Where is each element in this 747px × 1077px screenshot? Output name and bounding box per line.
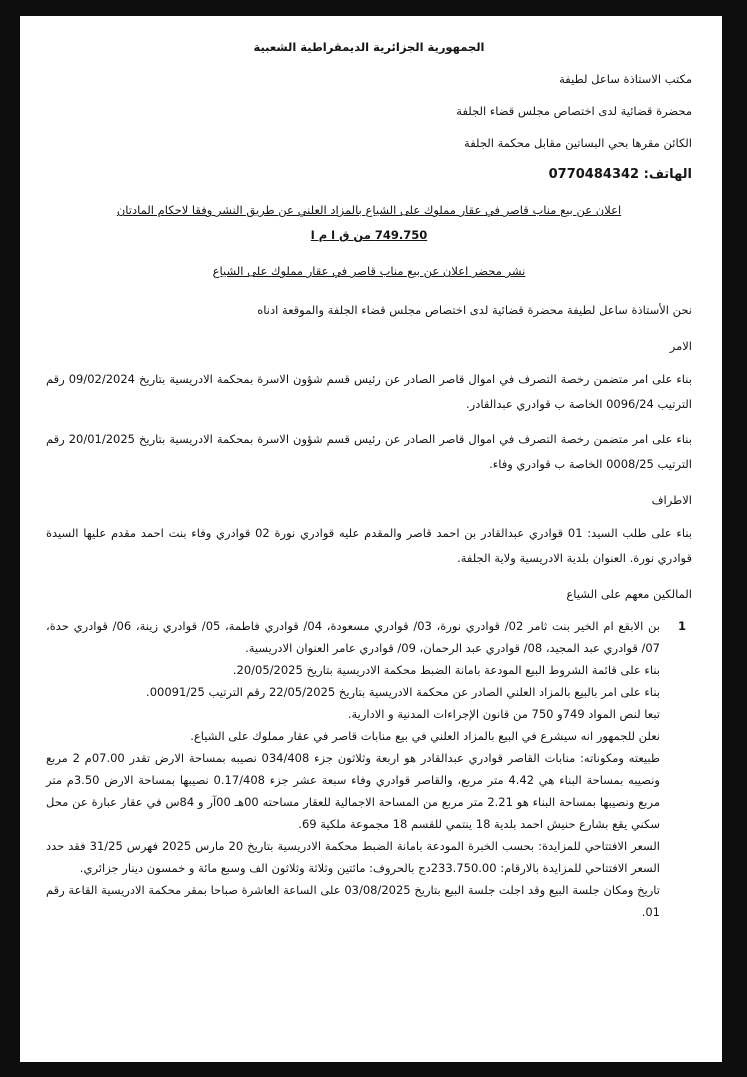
bailiff-title: محضرة قضائية لدى اختصاص مجلس قضاء الجلفة bbox=[456, 104, 692, 118]
phone-number: 0770484342 bbox=[548, 167, 640, 182]
phone-label: الهاتف: bbox=[643, 167, 692, 182]
announcement-text: نعلن للجمهور انه سيشرع في البيع بالمزاد العلني في بيع منابات قاصر في عقار مملوك على الشياع. bbox=[190, 729, 660, 743]
notice-title-ref: 749.750 من ق ا م ا bbox=[310, 228, 428, 242]
co-owners-names: بن الابقع ام الخير بنت ثامر 02/ قوادري نورة، 03/ قوادري مسعودة، 04/ قوادري فاطمة، 05/ قوادري زينة، 06/ قوادري حدة، 07/ قوادري عبد المجيد، 08/ قوادري عبد الرحمان، 09/ قوادري عامر العنوان الادريسية. bbox=[46, 619, 660, 655]
notice-subtitle: نشر محضر اعلان عن بيع مناب قاصر في عقار مملوك على الشياع bbox=[212, 264, 526, 278]
co-owners-list bbox=[46, 615, 692, 923]
notice-page bbox=[20, 16, 722, 1062]
co-owners-heading: المالكين معهم على الشياع bbox=[566, 587, 692, 601]
intro-text: نحن الأستاذة ساعل لطيفة محضرة قضائية لدى اختصاص مجلس قضاء الجلفة والموقعة ادناه bbox=[257, 303, 692, 317]
property-nature-text: طبيعته ومكوناته: منابات القاصر قوادري عبدالقادر هو اربعة وثلاثون جزء 034/408 نصيبه بمساحة الارض تقدر 07.00م 2 مربع ونصيبه بمساحة البناء هي 4.42 متر مربع، والقاصر قوادري وفاء سبعة عشر جزء 0.17/408 نصيبها بمساحة الارض 3.50م متر مربع ونصيبها بمساحة البناء هو 2.21 متر مربع من المساحة الاجمالية للعقار مساحته 00هـ 00آر و 84س في عقار عبارة عن محل سكني يقع بشارع حنيش احمد بلدية 18 ينتمي للقسم 18 مجموعة ملكية 69. bbox=[46, 751, 661, 831]
conditions-text: بناء على قائمة الشروط البيع المودعة بامانة الضبط محكمة الادريسية بتاريخ 20/05/2025. bbox=[232, 663, 660, 677]
sale-session-text: تاريخ ومكان جلسة البيع وقد اجلت جلسة البيع بتاريخ 03/08/2025 على الساعة العاشرة صباحا بمقر محكمة الادريسية القاعة رقم 01. bbox=[46, 883, 660, 919]
legal-basis-text: تبعا لنص المواد 749و 750 من قانون الإجراءات المدنية و الادارية. bbox=[347, 707, 660, 721]
republic-heading: الجمهورية الجزائرية الديمقراطية الشعبية bbox=[253, 40, 485, 54]
phone-line bbox=[46, 166, 692, 184]
order-heading: الامر bbox=[669, 339, 692, 353]
list-item bbox=[46, 615, 660, 923]
parties-text: بناء على طلب السيد: 01 قوادري عبدالقادر بن احمد قاصر والمقدم عليه قوادري نورة 02 قوادري وفاء بنت احمد مقدم عليها السيدة قوادري نورة. العنوان بلدية الادريسية ولاية الجلفة. bbox=[46, 526, 692, 565]
order-item-2: بناء على امر متضمن رخصة التصرف في اموال قاصر الصادر عن رئيس قسم شؤون الاسرة بمحكمة الادريسية بتاريخ 20/01/2025 رقم الترتيب 0008/25 الخاصة ب قوادري وفاء. bbox=[46, 432, 692, 471]
office-address: الكائن مقرها بحي البساتين مقابل محكمة الجلفة bbox=[464, 136, 692, 150]
office-name: مكتب الاستاذة ساعل لطيفة bbox=[559, 72, 692, 86]
parties-heading: الاطراف bbox=[651, 493, 692, 507]
list-item-number: 1 bbox=[677, 619, 686, 633]
sale-order-text: بناء على امر بالبيع بالمزاد العلني الصادر عن محكمة الادريسية بتاريخ 22/05/2025 رقم الترتيب 00091/25. bbox=[146, 685, 660, 699]
order-item-1: بناء على امر متضمن رخصة التصرف في اموال قاصر الصادر عن رئيس قسم شؤون الاسرة بمحكمة الادريسية بتاريخ 09/02/2024 رقم الترتيب 0096/24 الخاصة ب قوادري عبدالقادر. bbox=[46, 372, 692, 411]
opening-price-text: السعر الافتتاحي للمزايدة: بحسب الخبرة المودعة بامانة الضبط محكمة الادريسية بتاريخ 20 مارس 2025 فهرس 31/25 فقد حدد السعر الافتتاحي للمزايدة بالارقام: 233.750.00دج بالحروف: مائتين وثلاثة وثلاثون الف وسبع مائة و خمسون دينار جزائري. bbox=[46, 839, 660, 875]
notice-title bbox=[46, 198, 692, 248]
notice-title-text: اعلان عن بيع مناب قاصر في عقار مملوك على الشياع بالمزاد العلني عن طريق النشر وفقا لاحكام المادتان bbox=[116, 203, 622, 217]
